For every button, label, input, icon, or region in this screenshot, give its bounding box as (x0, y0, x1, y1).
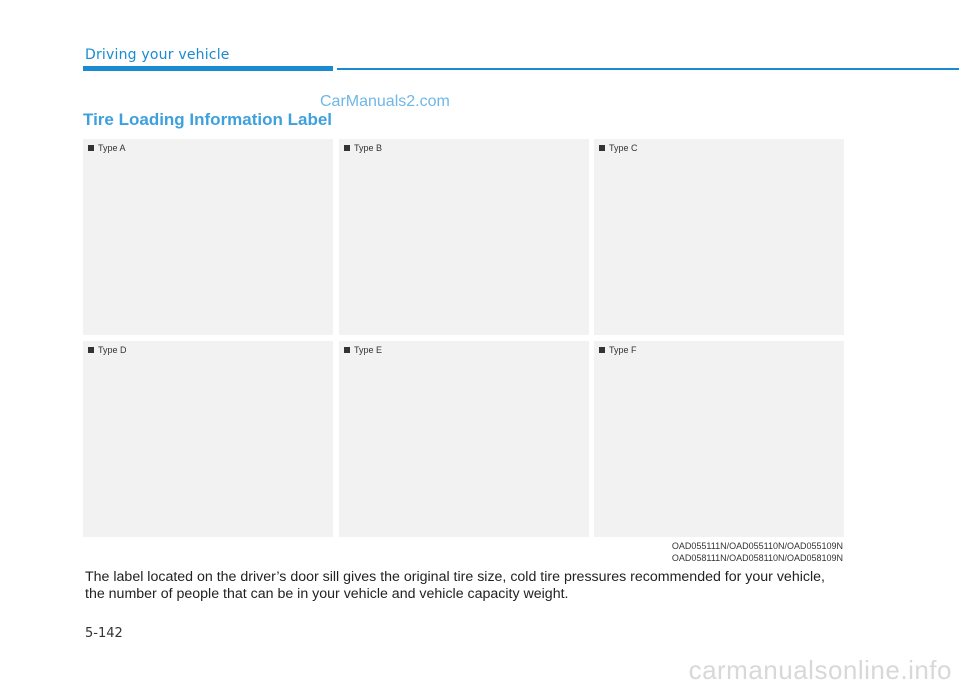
watermark-bottom: carmanualsonline.info (688, 655, 952, 685)
panel-label-text: Type A (98, 143, 126, 153)
page-heading: Tire Loading Information Label (83, 110, 333, 129)
panel-label-text: Type C (609, 143, 638, 153)
panel-type-e (339, 341, 589, 537)
panel-type-c (594, 139, 844, 335)
panel-label-text: Type D (98, 345, 127, 355)
panel-label (88, 345, 127, 355)
bullet-square-icon (599, 347, 605, 353)
panel-type-f (594, 341, 844, 537)
panel-label (599, 345, 637, 355)
panel-label (344, 143, 382, 153)
bullet-square-icon (599, 145, 605, 151)
bullet-square-icon (344, 145, 350, 151)
image-codes (672, 540, 843, 564)
panel-label (344, 345, 382, 355)
bullet-square-icon (344, 347, 350, 353)
bullet-square-icon (88, 145, 94, 151)
panel-type-b (339, 139, 589, 335)
panel-type-d (83, 341, 333, 537)
panel-label (599, 143, 638, 153)
panel-label (88, 143, 126, 153)
panel-label-text: Type E (354, 345, 383, 355)
image-code-line: OAD055111N/OAD055110N/OAD055109N (671, 541, 843, 551)
label-image-grid (83, 139, 845, 537)
page-number: 5-142 (85, 626, 123, 641)
bullet-square-icon (88, 347, 94, 353)
body-paragraph: The label located on the driver’s door sill gives the original tire size, cold tire pressures recommended for your vehicle, the number of people that can be in your vehicle and vehicle capacity weight. (85, 569, 825, 602)
section-title: Driving your vehicle (85, 47, 230, 63)
panel-label-text: Type B (354, 143, 383, 153)
panel-label-text: Type F (609, 345, 637, 355)
header-rule-thin (337, 68, 959, 70)
watermark-top: CarManuals2.com (320, 93, 450, 110)
header-rule-thick (83, 66, 333, 71)
image-code-line: OAD058111N/OAD058110N/OAD058109N (671, 553, 843, 563)
panel-type-a (83, 139, 333, 335)
